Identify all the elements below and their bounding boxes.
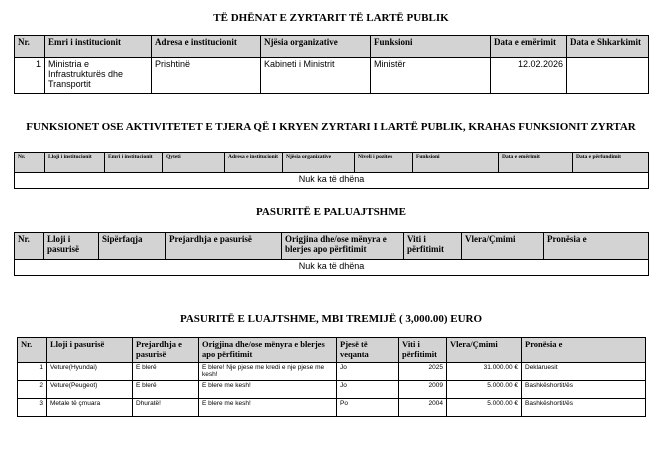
- header-nr: Nr.: [15, 153, 45, 173]
- header-parts: Pjesë të veqanta: [337, 338, 399, 363]
- header-year: Viti i përfitimit: [399, 338, 447, 363]
- section3-title: PASURITË E PALUAJTSHME: [256, 206, 406, 218]
- section4-title: PASURITË E LUAJTSHME, MBI TREMIJË ( 3,000.00) EURO: [179, 313, 483, 325]
- header-acquisition: Origjina dhe/ose mënyra e blerjes apo përfitimit: [282, 233, 404, 260]
- header-dismissed: Data e Shkarkimit: [567, 36, 649, 58]
- header-institution: Emri i institucionit: [45, 36, 152, 58]
- header-area: Sipërfaqja: [99, 233, 166, 260]
- cell-appointed: 12.02.2026: [491, 58, 567, 94]
- cell-parts: Po: [337, 399, 399, 417]
- cell-type: Veture(Peugeot): [47, 381, 133, 399]
- table-row: [15, 58, 649, 94]
- section1-title: TË DHËNAT E ZYRTARIT TË LARTË PUBLIK: [213, 12, 449, 24]
- cell-origin: Dhuratë!: [133, 399, 199, 417]
- cell-year: 2009: [399, 381, 447, 399]
- header-address: Adresa e institucionit: [225, 153, 283, 173]
- header-year: Viti i përfitimit: [404, 233, 462, 260]
- cell-parts: Jo: [337, 363, 399, 381]
- empty-message: Nuk ka të dhëna: [15, 173, 649, 189]
- cell-function: Ministër: [371, 58, 491, 94]
- cell-nr: 1: [15, 58, 45, 94]
- header-appointed: Data e emërimit: [491, 36, 567, 58]
- cell-nr: 2: [18, 381, 47, 399]
- header-nr: Nr.: [18, 338, 47, 363]
- empty-row: [15, 260, 649, 276]
- cell-ownership: Bashkëshortit/ës: [522, 399, 646, 417]
- cell-ownership: Deklaruesit: [522, 363, 646, 381]
- header-appointed: Data e emërimit: [499, 153, 573, 173]
- header-ownership: Pronësia e: [522, 338, 646, 363]
- table-header-row: [18, 338, 646, 363]
- header-acquisition: Origjina dhe/ose mënyra e blerjes apo përfitimit: [199, 338, 337, 363]
- header-property-type: Lloji i pasurisë: [44, 233, 99, 260]
- empty-message: Nuk ka të dhëna: [15, 260, 649, 276]
- cell-type: Veture(Hyundai): [47, 363, 133, 381]
- table-header-row: [15, 36, 649, 58]
- cell-ownership: Bashkëshortit/ës: [522, 381, 646, 399]
- table-header-row: [15, 153, 649, 173]
- cell-address: Prishtinë: [152, 58, 261, 94]
- cell-year: 2004: [399, 399, 447, 417]
- header-value: Vlera/Çmimi: [447, 338, 522, 363]
- table-row: [18, 381, 646, 399]
- cell-value: 5.000.00 €: [447, 381, 522, 399]
- header-property-origin: Prejardhja e pasurisë: [133, 338, 199, 363]
- cell-nr: 3: [18, 399, 47, 417]
- header-function: Funksioni: [371, 36, 491, 58]
- header-unit: Njësia organizative: [261, 36, 371, 58]
- cell-type: Metale të çmuara: [47, 399, 133, 417]
- cell-acquisition: E blere me kesh!: [199, 399, 337, 417]
- cell-institution: Ministria e Infrastrukturës dhe Transportit: [45, 58, 152, 94]
- cell-dismissed: [567, 58, 649, 94]
- header-ended: Data e përfundimit: [573, 153, 649, 173]
- header-city: Qyteti: [163, 153, 225, 173]
- header-property-type: Lloji i pasurisë: [47, 338, 133, 363]
- header-property-origin: Prejardhja e pasurisë: [166, 233, 282, 260]
- header-nr: Nr.: [15, 233, 44, 260]
- cell-year: 2025: [399, 363, 447, 381]
- header-nr: Nr.: [15, 36, 45, 58]
- section2-title: FUNKSIONET OSE AKTIVITETET E TJERA QË I KRYEN ZYRTARI I LARTË PUBLIK, KRAHAS FUNKSIONIT ZYRTAR: [26, 121, 636, 133]
- cell-unit: Kabineti i Ministrit: [261, 58, 371, 94]
- header-unit: Njësia organizative: [283, 153, 355, 173]
- cell-acquisition: E blere! Nje pjese me kredi e nje pjese me kesh!: [199, 363, 337, 381]
- table-row: [18, 399, 646, 417]
- cell-origin: E blerë: [133, 363, 199, 381]
- other-functions-table: [14, 152, 649, 189]
- cell-nr: 1: [18, 363, 47, 381]
- cell-origin: E blerë: [133, 381, 199, 399]
- table-row: [18, 363, 646, 381]
- header-institution-name: Emri i institucionit: [105, 153, 163, 173]
- empty-row: [15, 173, 649, 189]
- officer-table: [14, 35, 649, 94]
- header-institution-type: Lloji i institucionit: [45, 153, 105, 173]
- header-address: Adresa e institucionit: [152, 36, 261, 58]
- header-function: Funksioni: [413, 153, 499, 173]
- table-header-row: [15, 233, 649, 260]
- cell-acquisition: E blere me kesh!: [199, 381, 337, 399]
- real-estate-table: [14, 232, 649, 276]
- header-position-level: Niveli i pozites: [355, 153, 413, 173]
- header-ownership: Pronësia e: [544, 233, 649, 260]
- cell-value: 5.000.00 €: [447, 399, 522, 417]
- cell-value: 31.000.00 €: [447, 363, 522, 381]
- header-value: Vlera/Çmimi: [462, 233, 544, 260]
- cell-parts: Jo: [337, 381, 399, 399]
- movable-assets-table: [17, 337, 646, 417]
